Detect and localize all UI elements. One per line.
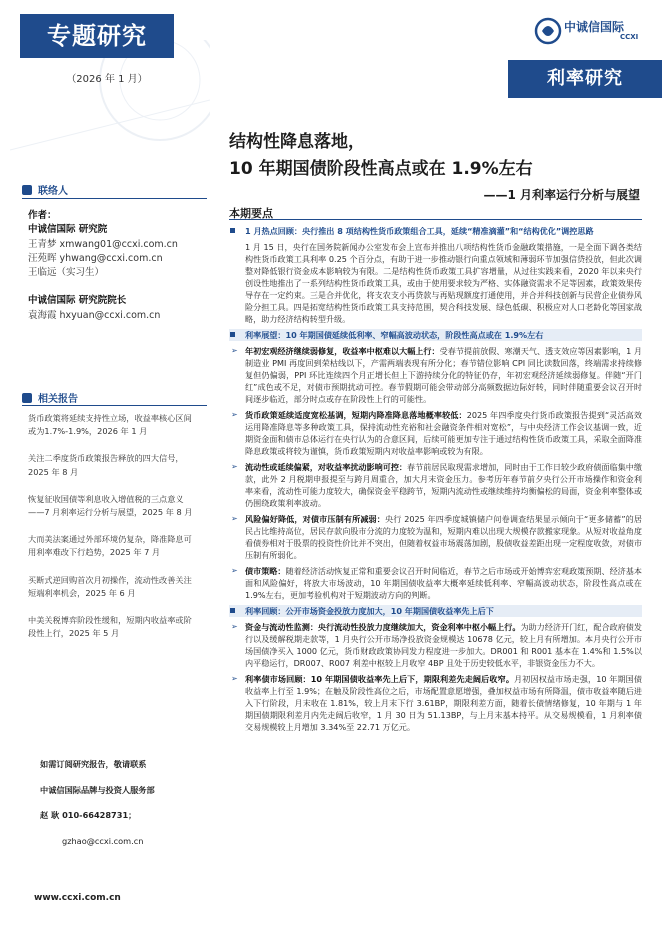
logo-name: 中诚信国际 bbox=[564, 20, 625, 34]
sub-point-lead: 年初宏观经济继续弱修复，收益率中枢难以大幅上行： bbox=[245, 346, 440, 356]
body-text: 2025 年四季度央行货币政策报告提到“灵活高效运用降准降息等多种政策工具，保持流动性充裕和社会融资条件相对宽松”，与中央经济工作会议基调一致，近期资金面和债市总体运行在央行认为的合意区间，后续可能更加专注于通过结构性货币政策工具，采取全面降准降息政策或将较为谨慎，货币政策短期内对收益率影响或较为有限。 bbox=[245, 410, 642, 456]
sub-point-lead: 风险偏好降低，对债市压制有所减弱： bbox=[245, 514, 386, 524]
summary-point bbox=[229, 329, 642, 341]
related-reports-heading: 相关报告 bbox=[22, 390, 78, 405]
sub-point-lead: 资金与流动性监测：央行流动性投放力度继续加大，资金利率中枢小幅上行。 bbox=[245, 622, 521, 632]
contact-phone: 赵 耿 010-66428731； bbox=[40, 810, 137, 820]
related-report-link[interactable]: 中美关税博弈阶段性缓和，短期内收益率或阶段性上行，2025 年 5 月 bbox=[28, 615, 192, 639]
point-body bbox=[229, 241, 642, 325]
arrow-bullet-icon: ➢ bbox=[231, 514, 238, 523]
logo-sub: CCXI bbox=[620, 33, 639, 41]
authors-label: 作者： bbox=[28, 210, 57, 221]
title-line: 结构性降息落地， bbox=[229, 132, 365, 152]
sub-point bbox=[229, 621, 642, 669]
contact-line: 如需订阅研究报告，敬请联系 bbox=[40, 759, 147, 769]
sub-point bbox=[229, 345, 642, 405]
category-banner: 利率研究 bbox=[508, 60, 662, 98]
square-bullet-icon bbox=[230, 332, 235, 337]
square-bullet-icon bbox=[230, 228, 235, 233]
report-date: （2026 年 1 月） bbox=[66, 74, 148, 85]
team1-member: 汪苑晖 yhwang@ccxi.com.cn bbox=[28, 252, 163, 264]
divider bbox=[22, 198, 207, 199]
summary-point bbox=[229, 605, 642, 617]
point-heading: 利率回顾：公开市场资金投放力度加大，10 年期国债收益率先上后下 bbox=[245, 606, 494, 616]
report-type-banner: 专题研究 bbox=[20, 14, 174, 58]
divider bbox=[22, 405, 207, 406]
team2-org: 中诚信国际 研究院院长 bbox=[28, 295, 127, 307]
website-link[interactable]: www.ccxi.com.cn bbox=[34, 893, 121, 903]
team1-member: 王青梦 xmwang01@ccxi.com.cn bbox=[28, 238, 178, 250]
arrow-bullet-icon: ➢ bbox=[231, 346, 238, 355]
team1-org: 中诚信国际 研究院 bbox=[28, 224, 108, 236]
background-watermark-graphic bbox=[10, 40, 210, 170]
body-text: 随着经济活动恢复正常和重要会议召开时间临近，春节之后市场或开始博弈宏观政策预期、经济基本面和风险偏好，将放大市场波动，10 年期国债收益率大概率延续低利率、窄幅高波动状态，阶段性高点或在 1.9%左右，更加考验机构对于短期波动方向的判断。 bbox=[245, 566, 642, 600]
contacts-heading: 联络人 bbox=[22, 182, 68, 197]
related-report-link[interactable]: 买断式逆回购首次月初操作，流动性改善关注短端利率机会，2025 年 6 月 bbox=[28, 574, 192, 598]
sub-point bbox=[229, 513, 642, 561]
sub-point-lead: 利率债市场回顾：10 年期国债收益率先上后下，期限利差先走阔后收窄。 bbox=[245, 674, 515, 684]
summary-body bbox=[229, 223, 642, 733]
sub-point bbox=[229, 409, 642, 457]
report-title bbox=[229, 129, 649, 183]
person-icon bbox=[22, 185, 32, 195]
authors-block bbox=[28, 209, 213, 323]
arrow-bullet-icon: ➢ bbox=[231, 622, 238, 631]
body-text: 为助力经济开门红，配合政府债发行以及缓解税期走款等，1 月央行公开市场净投放资金规模达 10678 亿元，较上月有所增加。本月央行公开市场国债净买入 1000 亿元，货币财政政策协同发力程度进一步加大。DR001 和 R001 基本在 1.4%和 1.5%以内平稳运行，DR007、R007 利差中枢较上月收窄 4BP 且处于历史较低水平，非银资金压力不大。 bbox=[245, 622, 642, 668]
body-text: 1 月 15 日，央行在国务院新闻办公室发布会上宣布并推出八项结构性货币金融政策措施，一是全面下调各类结构性货币政策工具利率 0.25 个百分点，有助于进一步推动银行向重点领域和薄弱环节加强信贷投放，但此次调整对降低银行资金成本影响较为有限。二是结构性货币政策工具扩容增量，从过往实践来看，2020 年以来央行创设性地推出了一系列结构性货币政策工具，或由于使用要求较为严格、实体融资需求不足等因素，政策效果传导存在一定约束。三是合并优化，将支农支小再贷款与再贴现额度打通使用，并合并科技创新与民营企业债券风险分担工具。四是拓宽结构性货币政策工具支持范围，契合科技发展、绿色低碳、积极应对人口老龄化等国家战略，助力经济结构转型升级。 bbox=[245, 242, 642, 324]
point-heading: 利率展望：10 年期国债延续低利率、窄幅高波动状态，阶段性高点或在 1.9%左右 bbox=[245, 330, 544, 340]
body-text: 央行 2025 年四季度城镇储户问卷调查结果显示倾向于“更多储蓄”的居民占比维持高位，居民存款向股市分流的力度较为温和，短期内难以出现大规模存款搬家现象。从短对收益角度看债券相对于股票的投资性价比并不突出，但随着权益市场震荡加剧，股债收益差距出现一定程度收敛，对债市压制有所弱化。 bbox=[245, 514, 642, 560]
arrow-bullet-icon: ➢ bbox=[231, 566, 238, 575]
arrow-bullet-icon: ➢ bbox=[231, 674, 238, 683]
summary-point bbox=[229, 225, 642, 237]
related-report-link[interactable]: 货币政策将延续支持性立场，收益率核心区间或为1.7%-1.9%，2026 年 1 月 bbox=[28, 413, 192, 437]
contact-email[interactable]: gzhao@ccxi.com.cn bbox=[62, 835, 144, 846]
body-text: 月初因权益市场走强，10 年期国债收益率上行至 1.9%；在触及阶段性高位之后，市场配置意愿增强，叠加权益市场有所降温，债市收益率随后进入下行阶段，月末收在 1.81%，较上月末下行 3.61BP，期限利差方面，随着长债情绪修复，10 年期与 1 年期国债期限利差月内先走阔后收窄，1 月 30 日为 51.13BP，与上月末基本持平。从交易规模看，1 月利率债交易规模较上月增加 3.34%至 22.71 万亿元。 bbox=[245, 674, 643, 732]
subscription-contact bbox=[40, 757, 210, 849]
related-report-link[interactable]: 关注二季度货币政策报告释放的四大信号，2025 年 8 月 bbox=[28, 453, 184, 477]
team2-member: 袁海霞 hxyuan@ccxi.com.cn bbox=[28, 309, 161, 321]
report-subtitle: ——1 月利率运行分析与展望 bbox=[483, 188, 640, 202]
title-line: 10 年期国债阶段性高点或在 1.9%左右 bbox=[229, 159, 533, 179]
point-heading: 1 月热点回顾：央行推出 8 项结构性货币政策组合工具，延续“精准滴灌”和“结构优化”调控思路 bbox=[245, 226, 594, 236]
sub-point bbox=[229, 565, 642, 601]
body-text: 春节前居民取现需求增加，同时由于工作日较少政府债面临集中缴款，此外 2 月税期申报提至与跨月周重合，加大月末资金压力。参考历年春节前夕央行公开市场操作和资金利率来看，流动性可能力度较大，确保资金平稳跨节，短期内流动性或继续维持均衡偏松的局面，资金利率整体或仍围绕政策利率波动。 bbox=[245, 462, 642, 508]
contact-line: 中诚信国际品牌与投资人服务部 bbox=[40, 784, 155, 795]
related-report-link[interactable]: 大而美法案通过外部环境仍复杂，降准降息可用利率难改下行趋势，2025 年 7 月 bbox=[28, 534, 192, 558]
sub-point bbox=[229, 673, 642, 733]
document-icon bbox=[22, 393, 32, 403]
square-bullet-icon bbox=[230, 608, 235, 613]
sub-point-lead: 货币政策延续适度宽松基调，短期内降准降息落地概率较低： bbox=[245, 410, 467, 420]
summary-divider bbox=[229, 219, 642, 220]
sub-point-lead: 债市策略： bbox=[245, 566, 286, 576]
related-report-link[interactable]: 恢复征收国债等利息收入增值税的三点意义——7 月利率运行分析与展望，2025 年 8 月 bbox=[28, 493, 193, 518]
arrow-bullet-icon: ➢ bbox=[231, 410, 238, 419]
body-text: 受春节提前放假、寒潮天气、透支效应等因素影响，1 月制造业 PMI 再度回到荣枯线以下，产需两端表现有所分化；春节错位影响 CPI 同比读数回落，终端需求持续修复但仍偏弱，PPI 环比连续四个月正增长但上下游持续分化的特征仍存，年初宏观经济延续弱修复。伴随“开门红”成色或不足，对债市预期扰动可控。春节假期可能会带动部分高频数据边际好转，同时伴随重要会议召开时间逐步临近，部分时点或存在阶段性上行的可能性。 bbox=[245, 346, 642, 404]
related-reports-list bbox=[28, 412, 193, 654]
summary-heading: 本期要点 bbox=[229, 207, 273, 220]
left-panel bbox=[0, 0, 214, 936]
team1-member: 王临远（实习生） bbox=[28, 267, 105, 279]
sub-point-lead: 流动性或延续偏紧，对收益率扰动影响可控： bbox=[245, 462, 408, 472]
sub-point bbox=[229, 461, 642, 509]
arrow-bullet-icon: ➢ bbox=[231, 462, 238, 471]
